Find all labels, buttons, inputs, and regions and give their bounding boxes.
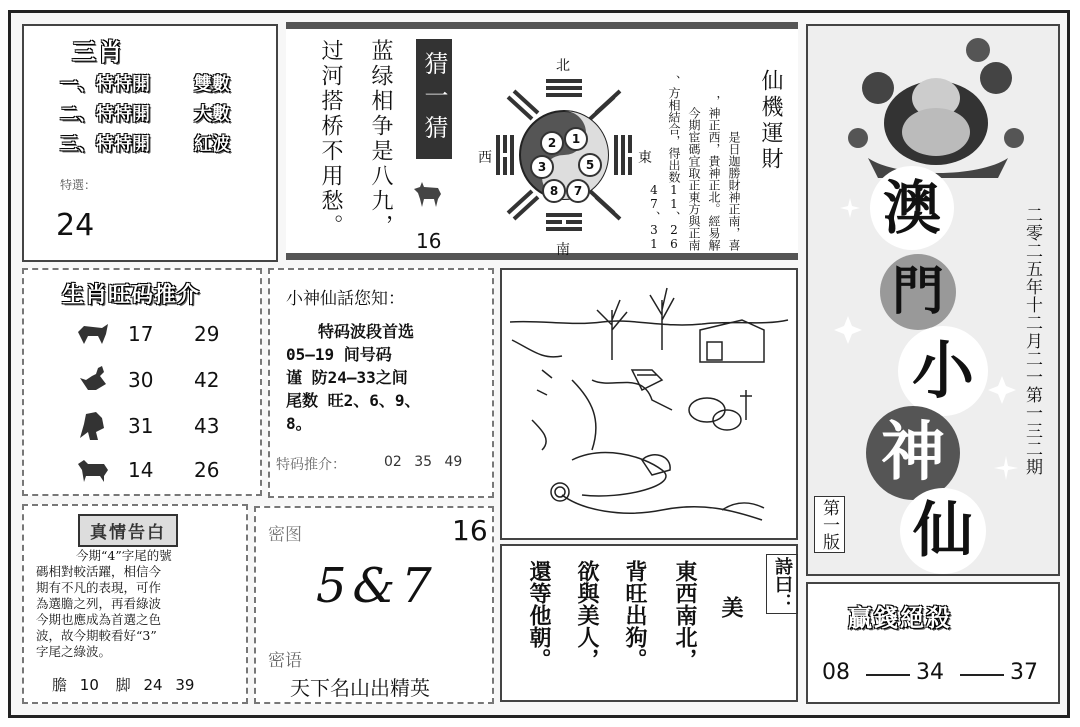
notice-title: 小神仙話您知： — [286, 289, 405, 309]
fortune-line-5: 31、47 — [647, 183, 661, 251]
zodiac-row: 31 43 — [24, 410, 264, 450]
issue-date: 二零二五年十二月二一第一三二期 — [1022, 206, 1042, 476]
special-pick-value: 24 — [56, 208, 95, 243]
poem-line: 欲與美人， — [574, 560, 600, 670]
ball-3: 3 — [530, 155, 554, 179]
fortune-line-2: 神正西，貴神正北。經易解， — [707, 95, 721, 251]
confession-footer: 膽 10 脚 24 39 — [52, 676, 195, 694]
deer-icon — [410, 179, 446, 209]
notice-line: 谨 防24—33之间 — [286, 368, 408, 387]
edition-label: 第一版 — [814, 496, 845, 553]
poem-line: 背旺出狗。 — [622, 560, 648, 670]
confession-panel — [22, 504, 248, 704]
illustration-panel — [500, 268, 798, 540]
notice-body — [286, 320, 492, 435]
zodiac-panel — [22, 268, 262, 496]
riddle-panel — [286, 22, 798, 260]
poem-label: 詩曰： — [766, 554, 798, 614]
bagua-diagram — [474, 55, 654, 258]
ball-1: 1 — [564, 127, 588, 151]
fortune-line-3: 今期宦碼宜取正東方與正南 — [687, 107, 701, 251]
dash-separator — [866, 674, 910, 676]
ball-7: 7 — [566, 179, 590, 203]
pick-line-3: 三、特特開 紅波 — [60, 134, 230, 155]
win-number: 37 — [1010, 660, 1038, 685]
brand-title-char: 小 — [911, 334, 974, 407]
brand-panel — [806, 24, 1060, 576]
zodiac-title: 生肖旺码推介 — [62, 282, 201, 308]
secret-drawing: 5&7 — [316, 558, 438, 614]
notice-line: 特码波段首选 — [318, 322, 415, 341]
zodiac-row: 17 29 — [24, 318, 264, 358]
win-title: 贏錢絕殺 — [848, 603, 952, 632]
dash-separator — [960, 674, 1004, 676]
poem-line: 美 — [718, 596, 744, 618]
win-number: 08 — [822, 660, 850, 685]
guess-number: 16 — [416, 229, 442, 253]
zodiac-row: 30 42 — [24, 364, 264, 404]
fortune-text — [642, 41, 742, 251]
confession-title: 真情告白 — [78, 514, 178, 547]
brand-title-char: 仙 — [913, 496, 973, 566]
panel-title: 三肖 — [72, 37, 124, 66]
win-panel — [806, 582, 1060, 704]
west-label: 西 — [478, 150, 492, 166]
secret-panel — [254, 506, 494, 704]
win-numbers — [822, 660, 1050, 692]
zodiac-row: 14 26 — [24, 454, 264, 494]
ox-icon — [76, 456, 110, 484]
riddle-poem-line-1: 蓝绿相争是八九， — [368, 39, 393, 239]
fortune-line-1: 是日迦勝財神正南，喜 — [727, 131, 741, 251]
east-label: 東 — [638, 150, 652, 166]
guess-label: 猜一猜 — [416, 39, 452, 159]
riddle-poem-line-2: 过河搭桥不用愁。 — [318, 39, 343, 239]
landscape-illustration — [502, 270, 796, 538]
secret-phrase-label: 密语 — [268, 651, 302, 671]
pick-lines — [60, 70, 270, 160]
pick-line-1: 一、特特開 雙數 — [60, 74, 230, 95]
notice-line: 05—19 间号码 — [286, 345, 392, 364]
tiger-icon — [76, 320, 110, 348]
secret-title-label: 密图 — [268, 525, 302, 545]
notice-line: 尾数 旺2、6、9、 — [286, 391, 421, 410]
top-left-panel — [22, 24, 278, 262]
confession-body: 今期“4”字尾的號 碼相對較活躍，相信今 期有不凡的表現，可作 為選膽之列，再看綠波 今期也應成為首選之色 波，故今期較看好“3” 字尾之綠波。 — [36, 548, 172, 659]
trigram-ring — [494, 75, 634, 235]
fortune-title: 仙機運財 — [758, 69, 783, 173]
fortune-line-4: 方相結合，得出数11、26、 — [667, 75, 681, 251]
poem-line: 東西南北， — [672, 560, 698, 670]
brand-title-char: 門 — [891, 261, 944, 322]
monkey-icon — [76, 410, 110, 442]
secret-number: 16 — [452, 514, 488, 547]
brand-title-char: 澳 — [882, 174, 941, 242]
north-label: 北 — [556, 58, 570, 74]
notice-panel — [268, 268, 494, 498]
rec-label: 特码推介： — [276, 457, 346, 473]
brand-title-char: 神 — [881, 415, 945, 490]
poem-panel — [500, 544, 798, 702]
poem-line: 還等他朝。 — [526, 560, 552, 670]
win-number: 34 — [916, 660, 944, 685]
ball-2: 2 — [540, 131, 564, 155]
rec-values: 02 35 49 — [384, 454, 463, 470]
rooster-icon — [76, 364, 110, 396]
ball-5: 5 — [578, 153, 602, 177]
notice-line: 8。 — [286, 414, 312, 433]
special-pick-label: 特選： — [60, 178, 97, 192]
pick-line-2: 二、特特開 大數 — [60, 104, 230, 125]
ball-8: 8 — [542, 179, 566, 203]
south-label: 南 — [556, 242, 570, 258]
secret-phrase: 天下名山出精英 — [290, 676, 430, 700]
